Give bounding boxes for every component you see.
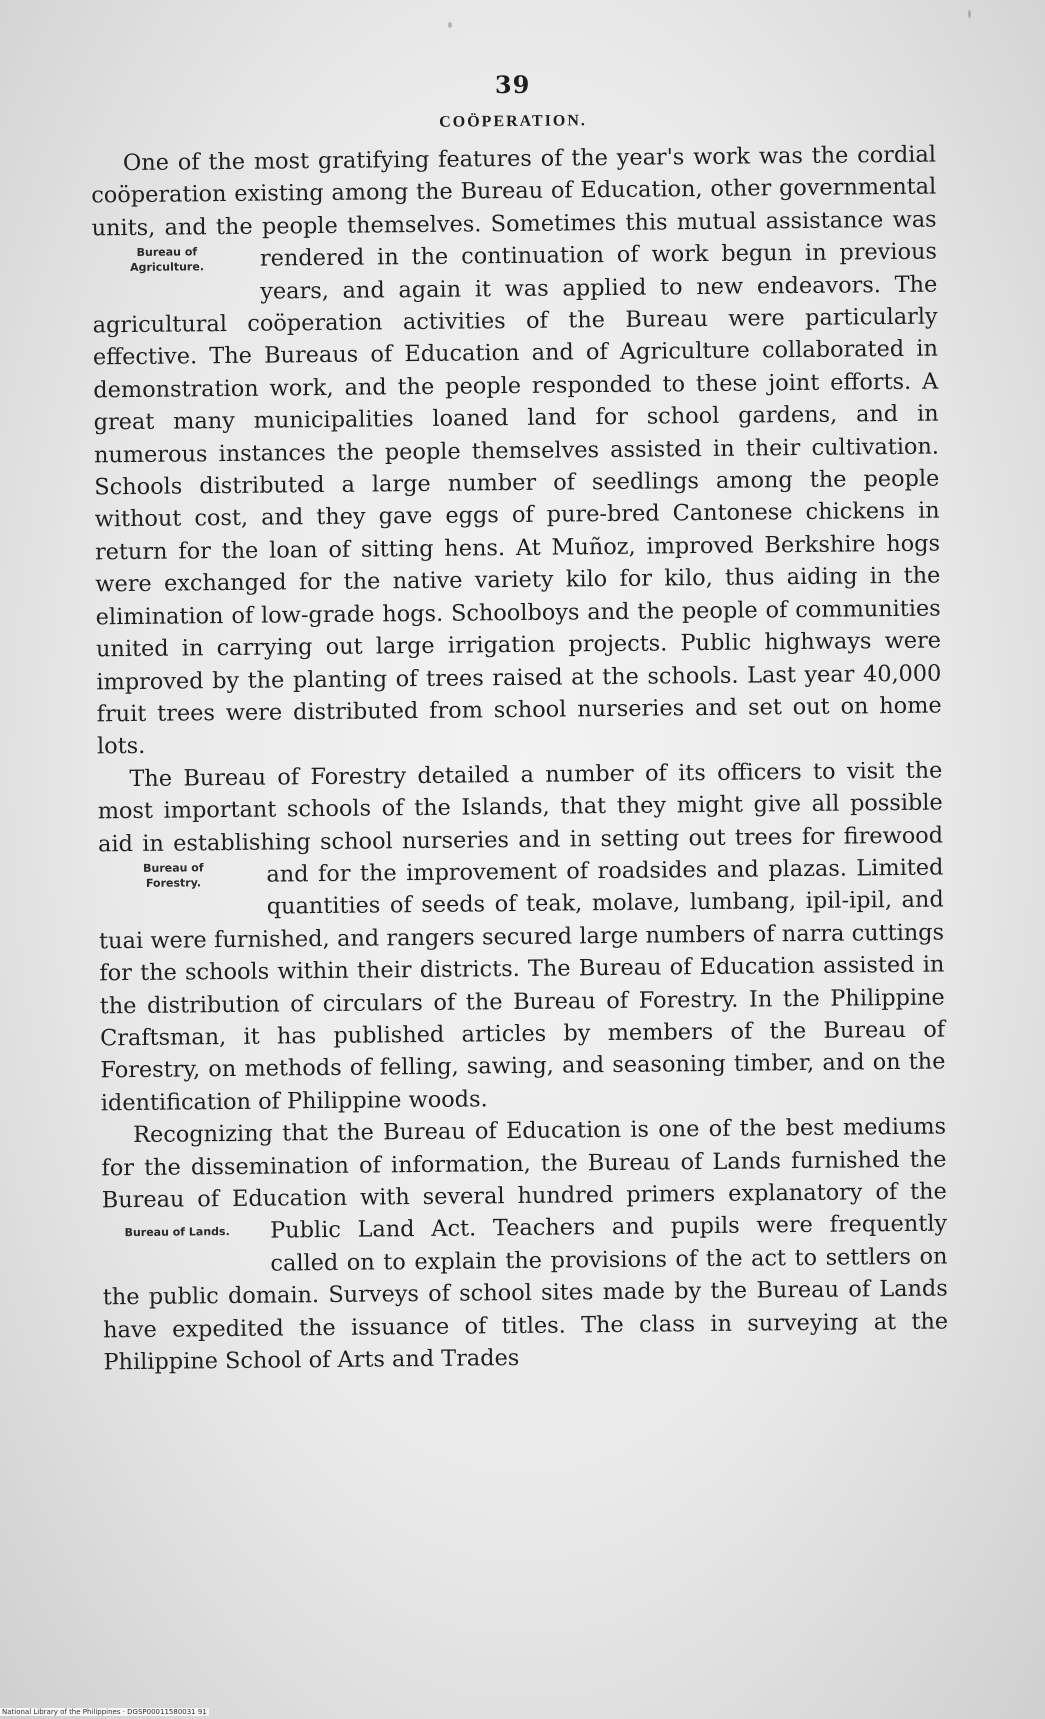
paragraph-body: this mutual assistance was rendered in the continuation of work begun in previous years, and again it was applied to new endeavors. The agricultural coöperation activities of the Bureau were particularly effective. The Bureaus of Education and of Agriculture collaborated in demonstration work, and the people responded to these joint efforts. A great many municipalities loaned land for school gardens, and in numerous instances the people themselves assisted in their cultivation. Schools distributed a large number of seedlings among the people without cost, and they gave eggs of pure-bred Cantonese chickens in return for the loan of sitting hens. At Muñoz, improved Berkshire hogs were exchanged for the native variety kilo for kilo, thus aiding in the elimination of low-grade hogs. Schoolboys and the people of communities united in carrying out large irrigation projects. Public highways were improved by the planting of trees raised at the schools. Last year 40,000 fruit trees were distributed from school nurseries and set out on home lots. [92,206,942,760]
margin-note-label: Bureau of Agriculture. [130,245,205,275]
page-number: 39 [494,69,531,100]
paragraph-agriculture [91,139,942,764]
footer-credit: National Library of the Philippines · DGSP00011580031 91 [2,1708,207,1716]
paragraph-lead: One of the most gratifying features of the year's work was the cordial coöperation existing among the Bureau of Education, other governmental units, and the people themselves. Sometimes [91,141,937,242]
paragraph-body: ting out trees for firewood and for the improvement of roadsides and plazas. Limited quantities of seeds of teak, molave, lumbang, ipil-ipil, and tuai were furnished, and rangers secured large numbers of narra cuttings for the schools within their districts. The Bureau of Education assisted in the distribution of circulars of the Bureau of Forestry. In the Philippine Craftsman, it has published articles by members of the Bureau of Forestry, on methods of felling, sawing, and seasoning timber, and on the identification of Philippine woods. [98,822,946,1117]
paragraph-body: primers explanatory of the Public Land Act. Teachers and pupils were frequently called on to explain the provisions of the act to settlers on the public domain. Surveys of school sites made by the Bureau of Lands have expedited the issuance of titles. The class in surveying at the Philippine School of Arts and Trades [102,1178,949,1376]
paragraph-lead: The Bureau of Forestry detailed a number of its officers to visit the most important schools of the Islands, that they might give all possible aid in establishing school nurseries and in set [97,757,943,857]
dust-speck [968,10,971,18]
dust-speck [448,22,452,28]
margin-note-label: Bureau of Lands. [124,1225,230,1240]
document-page [90,66,949,1379]
paragraph-lead: Recognizing that the Bureau of Education is one of the best mediums for the dissemination of information, the Bureau of Lands furnished the Bureau of Education with several hundred [101,1113,947,1214]
paragraph-forestry [97,754,946,1119]
section-title: COÖPERATION. [439,112,587,131]
margin-note-label: Bureau of Forestry. [143,861,204,890]
paragraph-lands [101,1111,949,1379]
